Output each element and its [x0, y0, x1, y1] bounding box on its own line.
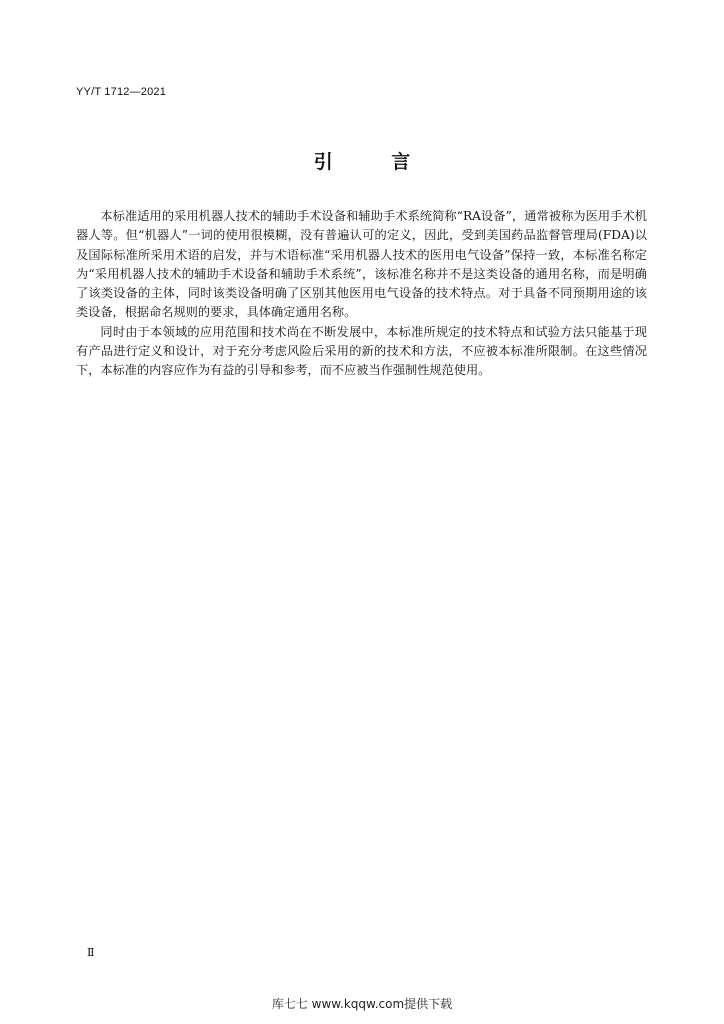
- paragraph-2: 同时由于本领域的应用范围和技术尚在不断发展中，本标准所规定的技术特点和试验方法只能基于现有产品进行定义和设计，对于充分考虑风险后采用的新的技术和方法，不应被本标准所限制。在这些情况下，本标准的内容应作为有益的引导和参考，而不应被当作强制性规范使用。: [76, 324, 647, 378]
- footer-watermark: 库七七 www.kqqw.com提供下载: [271, 997, 453, 1011]
- paragraph-1: 本标准适用的采用机器人技术的辅助手术设备和辅助手术系统简称“RA设备”，通常被称为医用手术机器人等。但“机器人”一词的使用很模糊，没有普遍认可的定义，因此，受到美国药品监督管理局(FDA)以及国际标准所采用术语的启发，并与术语标准“采用机器人技术的医用电气设备”保持一致，本标准名称定为“采用机器人技术的辅助手术设备和辅助手术系统”，该标准名称并不是这类设备的通用名称，而是明确了该类设备的主体，同时该类设备明确了区别其他医用电气设备的技术特点。对于具备不同预期用途的该类设备，根据命名规则的要求，具体确定通用名称。: [76, 209, 647, 320]
- introduction-body: [76, 207, 647, 381]
- page-title: 引 言: [313, 151, 437, 173]
- page-number: Ⅱ: [87, 947, 95, 959]
- standard-code: YY/T 1712—2021: [76, 86, 167, 98]
